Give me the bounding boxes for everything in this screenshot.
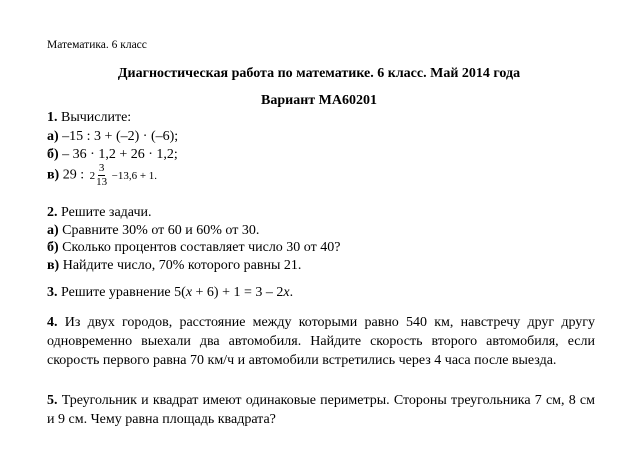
task-text [61,285,293,300]
item-text: Сравните 30% от 60 и 60% от 30. [62,223,260,238]
task-text: Решите задачи. [61,205,152,220]
expression: – 36 · 1,2 + 26 · 1,2; [62,147,178,162]
expression: –15 : 3 + (–2) · (–6); [62,129,179,144]
item-label: в) [47,258,60,273]
fraction-numerator: 3 [98,162,105,174]
expression-tail: −13,6 + 1. [111,169,158,182]
task-number: 5. [47,393,58,408]
expression-prefix: 29 : [62,167,85,183]
task-1c [47,162,157,189]
equation-part: Решите уравнение 5( [61,285,186,300]
task-2a [47,223,259,239]
document-header: Математика. 6 класс [47,39,147,51]
task-number: 2. [47,205,58,220]
task-1b [47,147,178,163]
fraction [96,162,107,189]
item-label: а) [47,129,59,144]
task-2-heading [47,205,151,221]
task-number: 1. [47,110,58,125]
equation-variable: x [185,285,193,300]
task-5 [47,391,595,429]
task-number: 3. [47,285,58,300]
variant-label: Вариант МА60201 [261,93,377,108]
task-text: Вычислите: [61,110,132,125]
task-1a [47,129,178,145]
mixed-fraction [90,162,109,189]
item-text: Сколько процентов составляет число 30 от 40? [62,240,341,255]
item-text: Найдите число, 70% которого равны 21. [62,258,302,273]
document-title: Диагностическая работа по математике. 6 класс. Май 2014 года [117,66,521,81]
task-2b [47,240,340,256]
fraction-denominator: 13 [96,176,108,188]
item-label: б) [47,240,59,255]
task-text: Из двух городов, расстояние между которыми равно 540 км, навстречу друг другу одновременно выехали два автомобиля. Найдите скорость второго автомобиля, если скорость первого равна 70 км/ч и автомобили встретились через 4 часа после выезда. [47,315,596,368]
fraction-whole: 2 [89,169,96,182]
equation-variable: x [283,285,290,300]
task-2c [47,258,301,274]
item-label: б) [47,147,59,162]
task-number: 4. [47,315,58,330]
task-3 [47,285,293,301]
task-4 [47,313,595,370]
item-label: а) [47,223,59,238]
task-1-heading [47,110,131,126]
equation-part: . [289,285,294,300]
item-label: в) [47,167,60,183]
task-text: Треугольник и квадрат имеют одинаковые периметры. Стороны треугольника 7 см, 8 см и 9 см. Чему равна площадь квадрата? [47,393,595,427]
equation-part: + 6) + 1 = 3 – 2 [192,285,284,300]
